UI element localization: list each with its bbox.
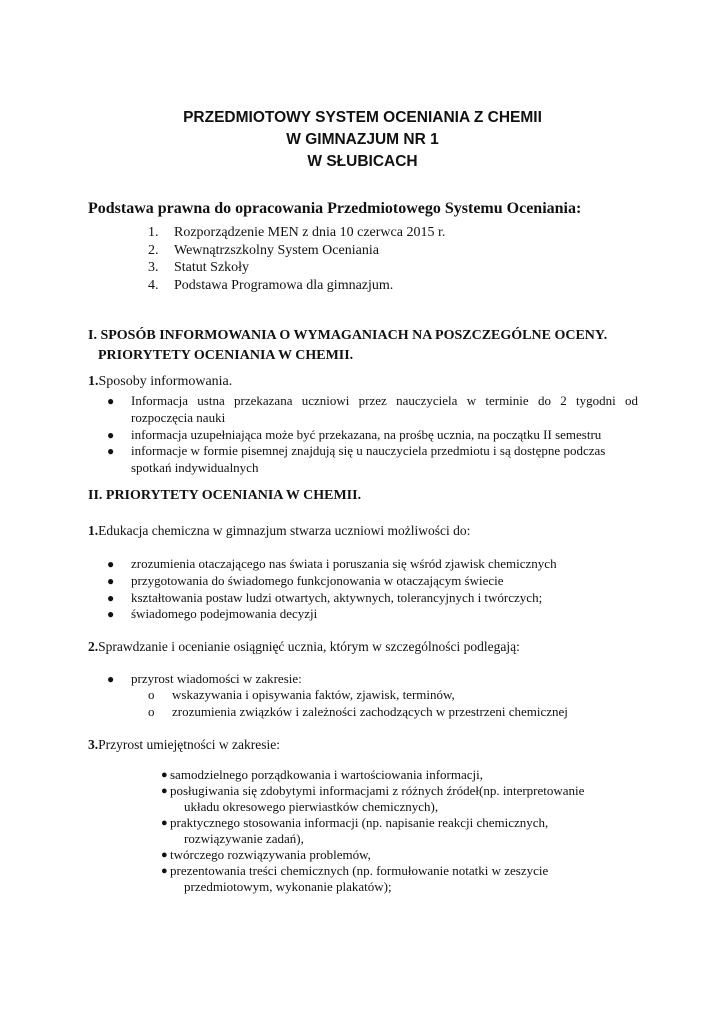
- section-1-heading-line-2: PRIORYTETY OCENIANIA W CHEMII.: [98, 348, 354, 363]
- list-item: [148, 687, 568, 704]
- paragraph-number: 3.: [88, 737, 99, 752]
- list-text: samodzielnego porządkowania i wartościowania informacji,: [170, 767, 483, 782]
- list-item: [105, 590, 638, 607]
- paragraph-text: Sposoby informowania.: [98, 374, 233, 389]
- informing-methods-heading: [88, 374, 232, 390]
- circle-bullet-icon: o: [148, 687, 155, 702]
- section-1-heading-line-1: I. SPOSÓB INFORMOWANIA O WYMAGANIACH NA POSZCZEGÓLNE OCENY.: [88, 328, 608, 343]
- paragraph-3-list: [161, 767, 621, 895]
- list-item: [161, 863, 621, 895]
- list-text: świadomego podejmowania decyzji: [131, 606, 318, 622]
- bullet-icon: ●: [107, 394, 115, 408]
- bullet-icon: ●: [107, 444, 115, 459]
- paragraph-3: [88, 737, 280, 753]
- list-text: praktycznego stosowania informacji (np. napisanie reakcji chemicznych,: [170, 815, 549, 830]
- list-text-continued: spotkań indywidualnych: [131, 460, 259, 476]
- list-item: [105, 427, 638, 444]
- list-text: Statut Szkoły: [174, 260, 250, 275]
- list-number: 4.: [148, 277, 159, 293]
- list-item: [148, 242, 445, 260]
- list-text: Informacja ustna przekazana uczniowi przez nauczyciela w terminie do 2 tygodni od: [131, 393, 638, 408]
- document-title: [0, 107, 725, 173]
- list-text: posługiwania się zdobytymi informacjami z różnych źródeł(np. interpretowanie: [170, 783, 585, 798]
- bullet-icon: ●: [107, 427, 115, 442]
- paragraph-2: [88, 639, 520, 655]
- list-text: zrozumienia otaczającego nas świata i poruszania się wśród zjawisk chemicznych: [131, 556, 557, 571]
- list-item: [161, 767, 621, 783]
- bullet-icon: ●: [107, 607, 115, 622]
- list-text: Podstawa Programowa dla gimnazjum.: [174, 277, 394, 293]
- legal-basis-heading: Podstawa prawna do opracowania Przedmiotowego Systemu Oceniania:: [88, 200, 582, 217]
- list-text: przygotowania do świadomego funkcjonowania w otaczającym świecie: [131, 572, 504, 588]
- bullet-icon: ●: [107, 557, 115, 571]
- list-item: [105, 443, 638, 477]
- list-item: [105, 606, 638, 623]
- bullet-icon: ●: [161, 849, 168, 861]
- list-item: [161, 815, 621, 847]
- title-line-2: W GIMNAZJUM NR 1: [286, 131, 439, 148]
- list-item: [105, 556, 638, 573]
- bullet-icon: ●: [161, 785, 168, 797]
- list-text: twórczego rozwiązywania problemów,: [170, 847, 371, 862]
- list-number: 3.: [148, 260, 159, 275]
- list-item: [161, 783, 621, 815]
- list-text-continued: układu okresowego pierwiastków chemicznych),: [184, 799, 439, 814]
- informing-methods-list: [105, 393, 638, 477]
- bullet-icon: ●: [107, 590, 115, 605]
- list-text: przyrost wiadomości w zakresie:: [131, 671, 302, 686]
- bullet-icon: ●: [107, 672, 115, 686]
- list-item: [161, 847, 621, 863]
- list-text-continued: przedmiotowym, wykonanie plakatów);: [184, 879, 392, 894]
- list-item: [148, 224, 445, 242]
- list-item: [105, 573, 638, 590]
- list-text: kształtowania postaw ludzi otwartych, aktywnych, tolerancyjnych i twórczych;: [131, 589, 543, 605]
- list-text: Wewnątrzszkolny System Oceniania: [174, 242, 379, 258]
- bullet-icon: ●: [161, 817, 168, 829]
- bullet-icon: ●: [161, 769, 168, 781]
- paragraph-text: Sprawdzanie i ocenianie osiągnięć ucznia, którym w szczególności podlegają:: [98, 639, 520, 654]
- title-line-3: W SŁUBICACH: [307, 153, 418, 170]
- paragraph-number: 1.: [88, 523, 99, 538]
- title-line-1: PRZEDMIOTOWY SYSTEM OCENIANIA Z CHEMII: [183, 109, 542, 126]
- paragraph-1-list: [105, 556, 638, 623]
- list-text-continued: rozwiązywanie zadań),: [184, 831, 304, 846]
- paragraph-text: Przyrost umiejętności w zakresie:: [98, 737, 280, 752]
- paragraph-number: 1.: [88, 374, 99, 389]
- list-item: [148, 259, 445, 277]
- list-item: [105, 671, 638, 688]
- list-item: [105, 393, 638, 427]
- list-text: Rozporządzenie MEN z dnia 10 czerwca 2015 r.: [174, 225, 446, 240]
- bullet-icon: ●: [161, 865, 168, 877]
- paragraph-1: [88, 523, 470, 539]
- paragraph-text: Edukacja chemiczna w gimnazjum stwarza uczniowi możliwości do:: [98, 523, 471, 538]
- paragraph-2-list: [105, 671, 638, 688]
- list-number: 2.: [148, 242, 159, 258]
- list-text: prezentowania treści chemicznych (np. formułowanie notatki w zeszycie: [170, 863, 549, 878]
- section-1-heading: [88, 326, 607, 366]
- list-text-continued: rozpoczęcia nauki: [131, 409, 226, 425]
- circle-bullet-icon: o: [148, 703, 155, 719]
- list-text: wskazywania i opisywania faktów, zjawisk, terminów,: [172, 687, 455, 702]
- list-item: [148, 277, 445, 295]
- list-text: zrozumienia związków i zależności zachodzących w przestrzeni chemicznej: [172, 703, 568, 719]
- list-number: 1.: [148, 225, 159, 240]
- bullet-icon: ●: [107, 573, 115, 588]
- list-text: informacja uzupełniająca może być przekazana, na prośbę ucznia, na początku II semestru: [131, 426, 602, 442]
- paragraph-2-sublist: [148, 687, 568, 720]
- list-item: [148, 704, 568, 721]
- legal-basis-list: [148, 224, 445, 294]
- section-2-heading: II. PRIORYTETY OCENIANIA W CHEMII.: [88, 488, 362, 503]
- list-text: informacje w formie pisemnej znajdują się u nauczyciela przedmiotu i są dostępne podczas: [131, 443, 606, 459]
- paragraph-number: 2.: [88, 639, 99, 654]
